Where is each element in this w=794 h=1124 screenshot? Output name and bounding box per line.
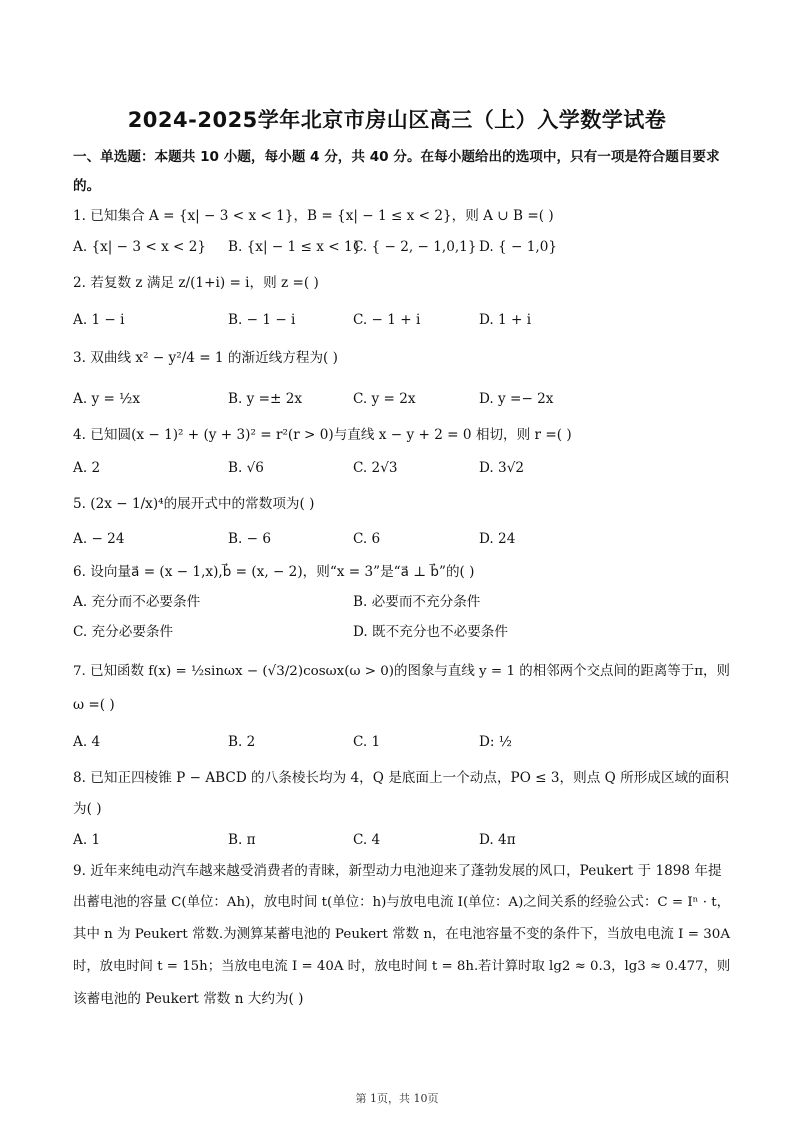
question-2-option-a: A. 1 − i [73,312,125,328]
question-2-option-b: B. − 1 − i [228,312,296,328]
question-2-option-c: C. − 1 + i [353,312,421,328]
question-7-stem-line1: 7. 已知函数 f(x) = ½sinωx − (√3/2)cosωx(ω > 0)的图象与直线 y = 1 的相邻两个交点间的距离等于π，则 [73,664,730,679]
page-footer: 第 1页，共 10页 [355,1092,439,1105]
question-1-option-d: D. { − 1,0} [479,239,558,255]
question-6-option-c: C. 充分必要条件 [73,624,174,640]
question-7-option-a: A. 4 [73,734,101,750]
question-5-stem: 5. (2x − 1/x)⁴的展开式中的常数项为( ) [73,496,315,512]
question-9-stem-line5: 该蓄电池的 Peukert 常数 n 大约为( ) [73,991,304,1007]
question-9-stem-line2: 出蓄电池的容量 C(单位：Ah)，放电时间 t(单位：h)与放电电流 I(单位：A)之间关系的经验公式：C = Iⁿ · t， [73,895,731,910]
question-2-stem: 2. 若复数 z 满足 z/(1+i) = i，则 z =( ) [73,275,319,291]
question-4-option-a: A. 2 [73,460,101,476]
question-3-option-b: B. y =± 2x [228,391,303,407]
question-6-option-b: B. 必要而不充分条件 [353,594,481,610]
question-8-stem-line1: 8. 已知正四棱锥 P − ABCD 的八条棱长均为 4，Q 是底面上一个动点，PO ≤ 3，则点 Q 所形成区域的面积 [73,770,729,786]
question-4-option-d: D. 3√2 [479,460,525,476]
question-3-stem: 3. 双曲线 x² − y²/4 = 1 的渐近线方程为( ) [73,350,338,366]
question-8-option-a: A. 1 [73,832,101,848]
question-1-option-b: B. {x| − 1 ≤ x < 1} [228,239,362,255]
question-7-option-d: D: ½ [479,734,512,750]
question-8-option-d: D. 4π [479,832,516,848]
question-8-stem-line2: 为( ) [73,801,102,817]
question-5-option-c: C. 6 [353,531,381,547]
question-6-stem: 6. 设向量a⃗ = (x − 1,x),b⃗ = (x, − 2)，则“x = 3”是“a⃗ ⊥ b⃗”的( ) [73,564,475,580]
question-9-stem-line4: 时，放电时间 t = 15h；当放电电流 I = 40A 时，放电时间 t = 8h.若计算时取 lg2 ≈ 0.3，lg3 ≈ 0.477，则 [73,959,731,974]
question-7-option-c: C. 1 [353,734,381,750]
question-3-option-c: C. y = 2x [353,391,416,407]
question-6-option-d: D. 既不充分也不必要条件 [353,624,508,640]
question-8-option-b: B. π [228,832,256,848]
question-3-option-d: D. y =− 2x [479,391,554,407]
question-5-option-b: B. − 6 [228,531,271,547]
question-6-option-a: A. 充分而不必要条件 [73,594,201,610]
question-1-option-a: A. {x| − 3 < x < 2} [73,239,207,255]
question-7-stem-line2: ω =( ) [73,697,115,713]
page-title: 2024-2025学年北京市房山区高三（上）入学数学试卷 [127,108,667,132]
question-3-option-a: A. y = ½x [73,391,141,407]
question-4-option-c: C. 2√3 [353,460,398,476]
question-2-option-d: D. 1 + i [479,312,532,328]
section-heading-line2: 的。 [73,178,101,194]
question-1-option-c: C. { − 2, − 1,0,1} [353,239,477,255]
question-4-option-b: B. √6 [228,460,264,476]
question-8-option-c: C. 4 [353,832,381,848]
question-5-option-d: D. 24 [479,531,516,547]
question-1-stem: 1. 已知集合 A = {x| − 3 < x < 1}，B = {x| − 1 ≤ x < 2}，则 A ∪ B =( ) [73,208,554,224]
question-4-stem: 4. 已知圆(x − 1)² + (y + 3)² = r²(r > 0)与直线 x − y + 2 = 0 相切，则 r =( ) [73,427,572,443]
question-9-stem-line1: 9. 近年来纯电动汽车越来越受消费者的青睐，新型动力电池迎来了蓬勃发展的风口，Peukert 于 1898 年提 [73,863,722,879]
question-9-stem-line3: 其中 n 为 Peukert 常数.为测算某蓄电池的 Peukert 常数 n，在电池容量不变的条件下，当放电电流 I = 30A [73,927,731,942]
section-heading-line1: 一、单选题：本题共 10 小题，每小题 4 分，共 40 分。在每小题给出的选项中，只有一项是符合题目要求 [73,149,720,165]
question-5-option-a: A. − 24 [73,531,125,547]
question-7-option-b: B. 2 [228,734,256,750]
